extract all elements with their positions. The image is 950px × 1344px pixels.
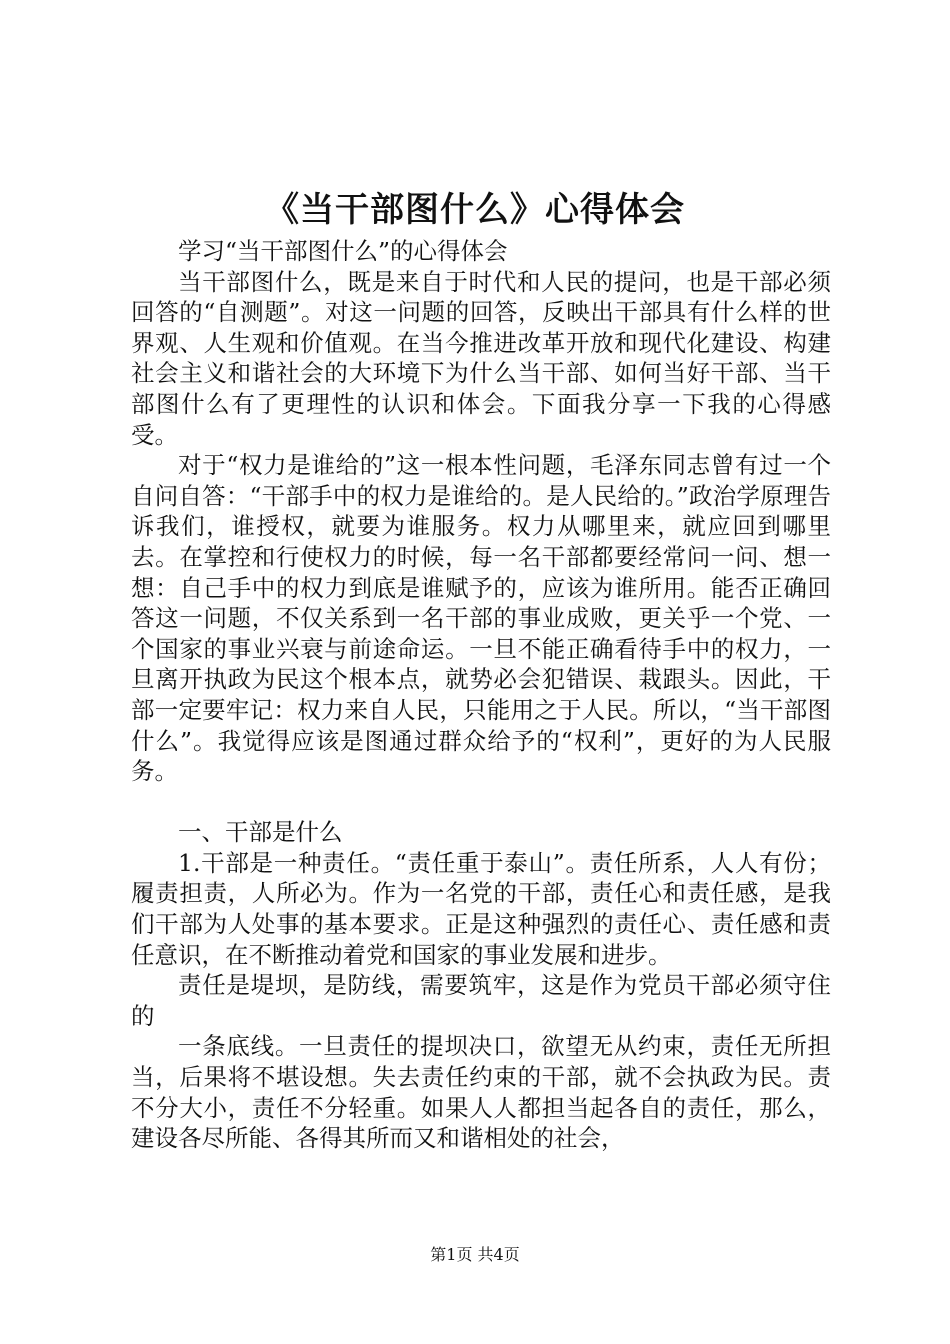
section-heading: 一、干部是什么: [178, 818, 343, 847]
page-footer: 第1页 共4页: [430, 1245, 520, 1264]
body-paragraph: 当干部图什么，既是来自于时代和人民的提问，也是干部必须回答的“自测题”。对这一问题的回答，反映出干部具有什么样的世界观、人生观和价值观。在当今推进改革开放和现代化建设、构建社会主义和谐社会的大环境下为什么当干部、如何当好干部、当干部图什么有了更理性的认识和体会。下面我分享一下我的心得感受。: [131, 267, 831, 449]
document-body: [131, 236, 831, 1154]
document-title: 《当干部图什么》心得体会: [265, 190, 685, 230]
body-paragraph: 1.干部是一种责任。“责任重于泰山”。责任所系，人人有份；履责担责，人所必为。作为一名党的干部，责任心和责任感，是我们干部为人处事的基本要求。正是这种强烈的责任心、责任感和责任意识，在不断推动着党和国家的事业发展和进步。: [131, 848, 831, 969]
body-paragraph: 对于“权力是谁给的”这一根本性问题，毛泽东同志曾有过一个自问自答：“干部手中的权力是谁给的。是人民给的。”政治学原理告诉我们，谁授权，就要为谁服务。权力从哪里来，就应回到哪里去。在掌控和行使权力的时候，每一名干部都要经常问一问、想一想：自己手中的权力到底是谁赋予的，应该为谁所用。能否正确回答这一问题，不仅关系到一名干部的事业成败，更关乎一个党、一个国家的事业兴衰与前途命运。一旦不能正确看待手中的权力，一旦离开执政为民这个根本点，就势必会犯错误、栽跟头。因此，干部一定要牢记：权力来自人民，只能用之于人民。所以，“当干部图什么”。我觉得应该是图通过群众给予的“权利”，更好的为人民服务。: [131, 451, 831, 786]
body-paragraph: 一条底线。一旦责任的提坝决口，欲望无从约束，责任无所担当，后果将不堪设想。失去责任约束的干部，就不会执政为民。责不分大小，责任不分轻重。如果人人都担当起各自的责任，那么，建设各尽所能、各得其所而又和谐相处的社会，: [131, 1032, 831, 1153]
body-paragraph: 责任是堤坝，是防线，需要筑牢，这是作为党员干部必须守住的: [131, 971, 831, 1030]
blank-line: [131, 787, 831, 818]
subtitle-paragraph: 学习“当干部图什么”的心得体会: [178, 237, 508, 265]
